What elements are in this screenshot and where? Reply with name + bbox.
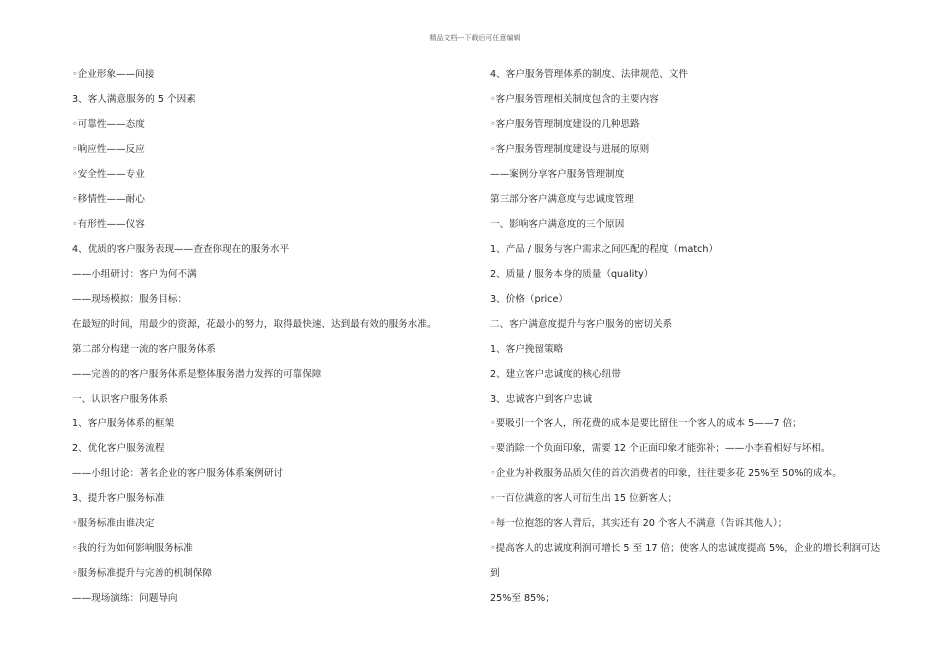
text-line: ◦移情性——耐心 [72, 194, 145, 205]
text-line: ◦一百位满意的客人可衍生出 15 位新客人； [490, 493, 678, 504]
text-line: 二、客户满意度提升与客户服务的密切关系 [490, 319, 673, 330]
text-line: 在最短的时间，用最少的资源，花最小的努力，取得最快速、达到最有效的服务水准。 [72, 319, 437, 330]
text-line: 3、忠诚客户到客户忠诚 [490, 394, 593, 405]
text-line: 一、影响客户满意度的三个原因 [490, 219, 625, 230]
text-line: 4、优质的客户服务表现——查查你现在的服务水平 [72, 244, 290, 255]
text-line: ◦响应性——反应 [72, 144, 145, 155]
text-line: ◦企业形象——间接 [72, 69, 155, 80]
text-line: 2、质量 / 服务本身的质量（quality） [490, 269, 654, 280]
text-line: 1、产品 / 服务与客户需求之间匹配的程度（match） [490, 244, 719, 255]
text-line: ◦客户服务管理相关制度包含的主要内容 [490, 94, 659, 105]
text-line: ——案例分享客户服务管理制度 [490, 169, 625, 180]
text-line: ◦要吸引一个客人，所花费的成本是要比留住一个客人的成本 5——7 倍； [490, 418, 802, 429]
text-line: ◦客户服务管理制度建设与进展的原则 [490, 144, 650, 155]
text-line: 3、提升客户服务标准 [72, 493, 165, 504]
page-header: 精品文档---下载后可任意编辑 [429, 34, 521, 42]
text-line: ◦安全性——专业 [72, 169, 145, 180]
text-line: 3、客人满意服务的 5 个因素 [72, 94, 196, 105]
text-line: ——完善的的客户服务体系是整体服务潜力发挥的可靠保障 [72, 369, 322, 380]
text-line: 第三部分客户满意度与忠诚度管理 [490, 194, 634, 205]
text-line: ——小组研讨：客户为何不满 [72, 269, 197, 280]
text-line: ——小组讨论：著名企业的客户服务体系案例研讨 [72, 468, 284, 479]
text-line: ——现场模拟：服务目标： [72, 294, 188, 305]
text-line: ◦企业为补救服务品质欠佳的首次消费者的印象，往往要多花 25%至 50%的成本。 [490, 468, 842, 479]
text-line: ◦我的行为如何影响服务标准 [72, 543, 193, 554]
text-line: 一、认识客户服务体系 [72, 394, 168, 405]
text-line: ◦客户服务管理制度建设的几种思路 [490, 119, 640, 130]
text-line: 2、优化客户服务流程 [72, 443, 165, 454]
text-line: ◦服务标准由谁决定 [72, 518, 155, 529]
text-line: ◦提高客人的忠诚度利润可增长 5 至 17 倍；使客人的忠诚度提高 5%，企业的增长利润可达 [490, 543, 881, 554]
text-line: 4、客户服务管理体系的制度、法律规范、文件 [490, 69, 688, 80]
text-line: 1、客户服务体系的框架 [72, 418, 175, 429]
text-line: ◦可靠性——态度 [72, 119, 145, 130]
text-line: 25%至 85%； [490, 593, 555, 604]
text-line: 3、价格（price） [490, 294, 568, 305]
text-line: 1、客户挽留策略 [490, 344, 564, 355]
text-line: 到 [490, 568, 500, 579]
text-line: 第二部分构建一流的客户服务体系 [72, 344, 216, 355]
text-line: ——现场演练：问题导向 [72, 593, 178, 604]
text-line: ◦有形性——仪容 [72, 219, 145, 230]
text-line: 2、建立客户忠诚度的核心纽带 [490, 369, 621, 380]
text-line: ◦服务标准提升与完善的机制保障 [72, 568, 212, 579]
text-line: ◦每一位抱怨的客人背后，其实还有 20 个客人不满意（告诉其他人）； [490, 518, 788, 529]
text-line: ◦要消除一个负面印象，需要 12 个正面印象才能弥补；——小李看相好与坏相。 [490, 443, 831, 454]
